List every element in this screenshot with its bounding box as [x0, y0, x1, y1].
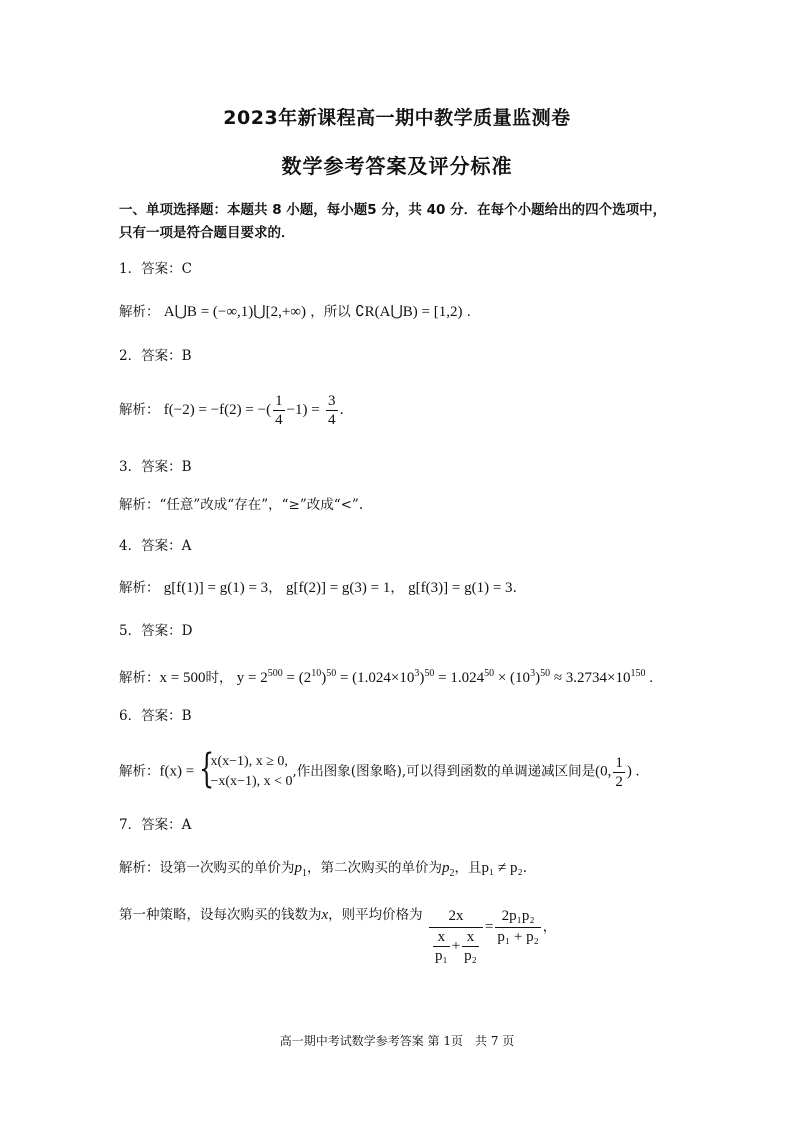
q5-exp: 3 — [414, 668, 420, 679]
q2-frac1-num: 1 — [275, 393, 283, 409]
q5-exp: 10 — [311, 668, 322, 679]
q4-sep-1: ， — [268, 580, 282, 596]
q4-expression-1: g[f(1)] = g(1) = 3 — [163, 580, 269, 596]
q6-interval-a: (0, — [595, 763, 612, 780]
q7-rhs-num: 2p₁p₂ — [495, 905, 540, 928]
q6-fx: f(x) = — [159, 763, 195, 780]
q7-text-c: ，且 — [454, 860, 482, 876]
q6-frac-den: 2 — [615, 773, 623, 790]
q7-text-d: 第一种策略，设每次购买的钱数为 — [119, 907, 322, 923]
q7-explanation-1 — [119, 858, 527, 884]
q7-rhs-fraction — [495, 905, 540, 946]
q5-y-part: ) — [535, 670, 541, 686]
q5-y-part: = 1.024 — [434, 670, 485, 686]
section-heading-line1: 一、单项选择题：本题共 8 小题，每小题5 分，共 40 分．在每个小题给出的四个选项中， — [119, 202, 667, 218]
q5-y-part: ) — [419, 670, 425, 686]
q7-average-price-fraction — [429, 905, 483, 965]
q4-end: . — [512, 580, 517, 596]
q5-y-part: ) — [321, 670, 327, 686]
q5-y-part: = (1.024×10 — [336, 670, 415, 686]
q4-sep-2: ， — [390, 580, 404, 596]
q1-label: 解析： — [119, 304, 160, 320]
q7-equals: = — [484, 919, 494, 935]
page-footer: 高一期中考试数学参考答案 第 1页 共 7 页 — [279, 1034, 515, 1048]
q1-answer: 1．答案：C — [119, 261, 192, 277]
q2-label: 解析： — [119, 402, 160, 418]
q5-label: 解析： — [119, 670, 160, 686]
q7-small-frac-2 — [462, 928, 479, 965]
q7-big-den — [429, 928, 483, 965]
q5-exp: 50 — [326, 668, 337, 679]
q2-answer: 2．答案：B — [119, 348, 192, 364]
q4-explanation — [119, 578, 517, 598]
q7-small2-den: p₂ — [464, 948, 477, 964]
q6-frac-num: 1 — [615, 754, 623, 771]
section-heading-line2: 只有一项是符合题目要求的． — [119, 225, 295, 241]
q1-end: ． — [466, 304, 481, 320]
q7-p2 — [442, 860, 455, 879]
q5-y-expression — [237, 670, 653, 686]
q5-x-value: x = 500 — [159, 670, 206, 686]
q4-label: 解析： — [119, 580, 160, 596]
q7-text-b: ，第二次购买的单价为 — [307, 860, 442, 876]
q7-small2-num: x — [462, 928, 479, 947]
q7-neq: p₁ ≠ p₂ — [481, 860, 523, 876]
q5-exp: 150 — [630, 668, 646, 679]
q4-expression-3: g[f(3)] = g(1) = 3 — [408, 580, 513, 596]
q1-complement-expression: ∁R(A⋃B) = [1,2) — [355, 304, 463, 320]
q2-frac1-den: 4 — [275, 412, 283, 428]
document-title: 2023年新课程高一期中教学质量监测卷 — [223, 107, 571, 129]
q6-case-2: −x(x−1), x < 0 — [210, 774, 293, 789]
q5-y-part: ≈ 3.2734×10 — [550, 670, 631, 686]
q1-union-expression: A⋃B = (−∞,1)⋃[2,+∞) — [163, 304, 306, 320]
q7-text-a: 解析：设第一次购买的单价为 — [119, 860, 295, 876]
q5-exp: 500 — [267, 668, 283, 679]
q7-x: x — [321, 907, 329, 923]
q3-explanation: 解析：“任意”改成“存在”，“≥”改成“<”. — [119, 497, 364, 513]
q2-frac2-num: 3 — [328, 393, 336, 409]
q7-explanation-2 — [119, 905, 556, 965]
q5-when: 时， — [205, 670, 233, 686]
q5-exp: 3 — [530, 668, 536, 679]
q7-small1-den: p₁ — [434, 948, 448, 964]
q7-small-frac-1 — [433, 928, 450, 965]
q6-fraction-half — [613, 754, 625, 791]
q7-p1 — [294, 860, 308, 879]
q7-p1-sub: 1 — [302, 868, 307, 879]
q2-expression-a: f(−2) = −f(2) = −( — [163, 402, 272, 418]
q5-y-part: × (10 — [494, 670, 531, 686]
q5-exp: 50 — [484, 668, 495, 679]
q2-frac2-den: 4 — [328, 412, 336, 428]
q6-interval-b: ) . — [626, 763, 640, 780]
q1-explanation — [119, 302, 480, 322]
q7-p2-var: p — [442, 860, 450, 876]
q7-end-1: . — [522, 860, 527, 876]
q2-end: . — [339, 402, 344, 418]
q2-fraction-quarter — [273, 392, 285, 429]
q2-explanation — [119, 392, 344, 429]
q6-text: ,作出图象(图象略),可以得到函数的单调递减区间是 — [292, 763, 596, 780]
q6-piecewise — [198, 746, 293, 792]
q2-expression-b: −1) = — [286, 402, 320, 418]
q7-big-num: 2x — [429, 905, 483, 928]
q7-text-e: ，则平均价格为 — [328, 907, 423, 923]
q2-fraction-result — [326, 392, 338, 429]
q5-answer: 5．答案：D — [119, 623, 193, 639]
q5-end: . — [645, 670, 654, 686]
q7-end-2: ， — [542, 919, 557, 935]
q5-exp: 50 — [424, 668, 435, 679]
document-subtitle: 数学参考答案及评分标准 — [281, 154, 513, 178]
q5-y-part: = (2 — [282, 670, 312, 686]
q7-answer: 7．答案：A — [119, 817, 192, 833]
q1-connector: ，所以 — [310, 304, 351, 320]
q7-p2-sub: 2 — [449, 868, 455, 879]
q7-plus: + — [451, 937, 461, 954]
q5-y-part: y = 2 — [236, 670, 268, 686]
q5-explanation — [119, 664, 653, 688]
q4-answer: 4．答案：A — [119, 538, 192, 554]
q4-expression-2: g[f(2)] = g(3) = 1 — [285, 580, 391, 596]
q6-case-1: x(x−1), x ≥ 0, — [210, 754, 288, 769]
q6-explanation — [119, 746, 640, 792]
q3-answer: 3．答案：B — [119, 459, 192, 475]
q7-rhs-den: p₁ + p₂ — [497, 929, 539, 945]
q6-label: 解析： — [119, 763, 160, 780]
q7-p1-var: p — [294, 860, 302, 876]
left-brace-icon: { — [198, 746, 214, 792]
q6-answer: 6．答案：B — [119, 708, 192, 724]
q5-exp: 50 — [540, 668, 551, 679]
q7-small1-num: x — [433, 928, 450, 947]
